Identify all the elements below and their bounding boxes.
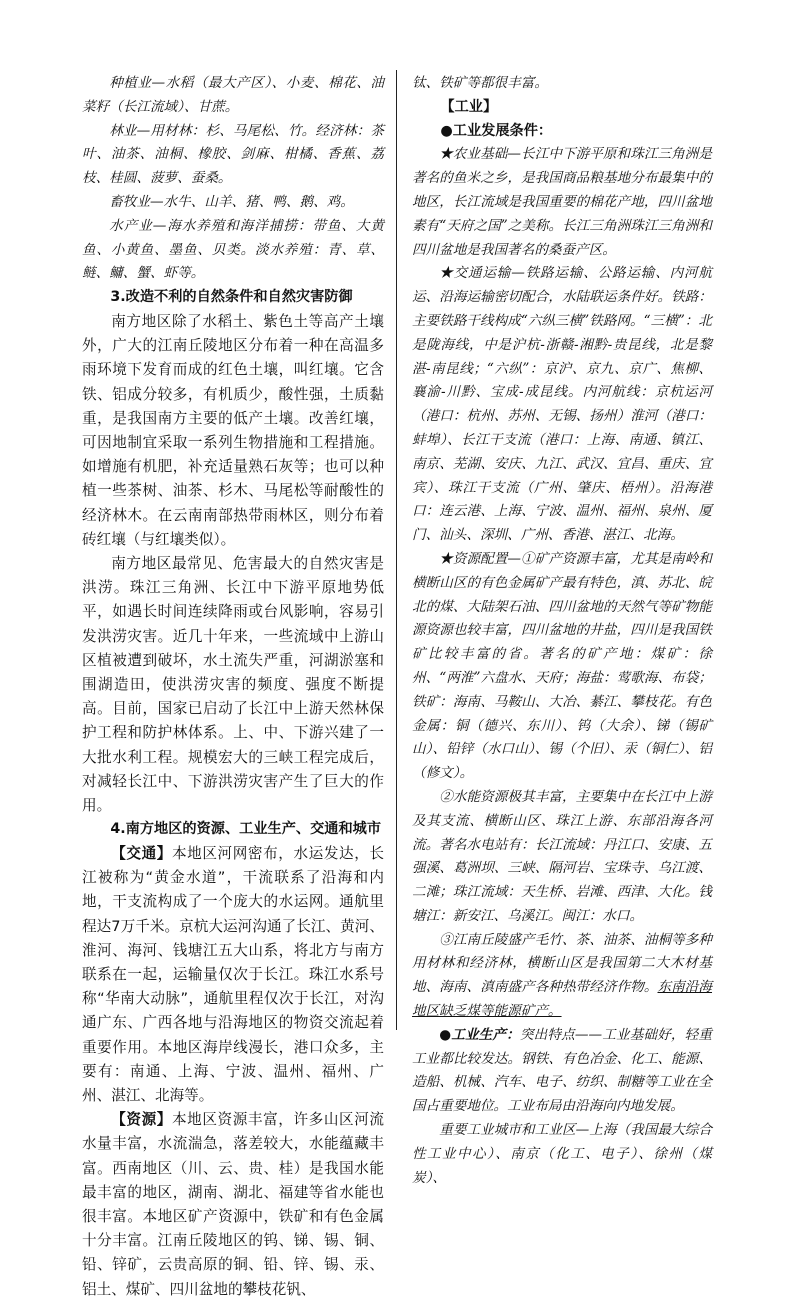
right-column bbox=[412, 72, 712, 1190]
paragraph-fishery: 水产业—海水养殖和海洋捕捞：带鱼、大黄鱼、小黄鱼、墨鱼、贝类。淡水养殖：青、草、鲢、鳙、蟹、虾等。 bbox=[82, 217, 384, 282]
paragraph-production bbox=[412, 1024, 712, 1119]
resource-text: 本地区资源丰富，许多山区河流水量丰富，水流湍急，落差较大，水能蕴藏丰富。西南地区（川、云、贵、桂）是我国水能最丰富的地区，湖南、湖北、福建等省水能也很丰富。本地区矿产资源中，铁矿和有色金属十分丰富。江南丘陵地区的钨、锑、锡、铜、铅、锌矿，云贵高原的铜、铅、锌、锡、汞、铝土、煤矿、四川盆地的攀枝花钒、 bbox=[82, 1111, 384, 1298]
left-column bbox=[82, 72, 384, 1302]
paragraph-cities: 重要工业城市和工业区—上海（我国最大综合性工业中心）、南京（化工、电子）、徐州（煤炭）、 bbox=[412, 1122, 712, 1186]
paragraph-transport: ★交通运输—铁路运输、公路运输、内河航运、沿海运输密切配合，水陆联运条件好。铁路：主要铁路干线构成“六纵三横”铁路网。“三横”：北是陇海线，中是沪杭-浙赣-湘黔-贵昆线，北是黎湛-南昆线；“六纵”：京沪、京九、京广、焦柳、襄渝-川黔、宝成-成昆线。内河航线：京杭运河（港口：杭州、苏州、无锡、扬州）淮河（港口：蚌埠）、长江干支流（港口：上海、南通、镇江、南京、芜湖、安庆、九江、武汉、宜昌、重庆、宜宾）、珠江干支流（广州、肇庆、梧州）。沿海港口：连云港、上海、宁波、温州、福州、泉州、厦门、汕头、深圳、广州、香港、湛江、北海。 bbox=[412, 265, 712, 544]
traffic-text: 本地区河网密布，水运发达，长江被称为“黄金水道”，干流联系了沿海和内地，干支流构成了一个庞大的水运网。通航里程达7万千米。京杭大运河沟通了长江、黄河、淮河、海河、钱塘江五大山系，将北方与南方联系在一起，运输量仅次于长江。珠江水系号称“华南大动脉”，通航里程仅次于长江，对沟通广东、广西各地与沿海地区的物资交流起着重要作用。本地区海岸线漫长，港口众多，主要有：南通、上海、宁波、温州、福州、广州、湛江、北海等。 bbox=[82, 845, 384, 1105]
traffic-tag: 【交通】 bbox=[111, 845, 172, 863]
forest-text: ③江南丘陵盛产毛竹、茶、油茶、油桐等多种用材林和经济林，横断山区是我国第二大木材基地、海南、滇南盛产各种热带经济作物。 bbox=[412, 931, 712, 996]
paragraph-forestry: 林业—用材林：杉、马尾松、竹。经济林：茶叶、油茶、油桐、橡胶、剑麻、柑橘、香蕉、荔枝、桂圆、菠萝、蚕桑。 bbox=[82, 122, 384, 187]
paragraph-continuation: 钛、铁矿等都很丰富。 bbox=[412, 75, 548, 91]
paragraph-livestock: 畜牧业—水牛、山羊、猪、鸭、鹅、鸡。 bbox=[109, 193, 354, 210]
paragraph-hydro: ②水能资源极其丰富，主要集中在长江中上游及其支流、横断山区、珠江上游、东部沿海各河流。著名水电站有：长江流域：丹江口、安康、五强溪、葛洲坝、三峡、隔河岩、宝珠寺、乌江渡、二滩；珠江流域：天生桥、岩滩、西津、大化。钱塘江：新安江、乌溪江。闽江：水口。 bbox=[412, 788, 712, 924]
paragraph-mineral: ★资源配置—①矿产资源丰富，尤其是南岭和横断山区的有色金属矿产最有特色，滇、苏北、皖北的煤、大陆架石油、四川盆地的天然气等矿物能源资源也较丰富，四川盆地的井盐，四川是我国铁矿比较丰富的省。著名的矿产地：煤矿：徐州、“两淮”六盘水、天府；海盐：莺歌海、布袋；铁矿：海南、马鞍山、大冶、綦江、攀枝花。有色金属：铜（德兴、东川）、钨（大余）、锑（锡矿山）、铅锌（水口山）、锡（个旧）、汞（铜仁）、铝（修文）。 bbox=[412, 550, 712, 782]
paragraph-traffic bbox=[82, 842, 384, 1108]
paragraph-forest-resource bbox=[412, 929, 712, 1024]
production-heading: ●工业生产： bbox=[439, 1026, 520, 1043]
section-heading-4: 4.南方地区的资源、工业生产、交通和城市 bbox=[110, 821, 382, 838]
paragraph-flood: 南方地区最常见、危害最大的自然灾害是洪涝。珠江三角洲、长江中下游平原地势低平，如遇长时间连续降雨或台风影响，容易引发洪涝灾害。近几十年来，一些流域中上游山区植被遭到破坏，水土流失严重，河湖淤塞和围湖造田，使洪涝灾害的频度、强度不断提高。目前，国家已启动了长江中上游天然林保护工程和防护林体系。上、中、下游兴建了一大批水利工程。规模宏大的三峡工程完成后，对减轻长江中、下游洪涝灾害产生了巨大的作用。 bbox=[82, 555, 384, 815]
paragraph-agri-base: ★农业基础—长江中下游平原和珠江三角洲是著名的鱼米之乡，是我国商品粮基地分布最集中的地区，长江流域是我国重要的棉花产地，四川盆地素有“天府之国”之美称。长江三角洲珠江三角洲和四川盆地是我国著名的桑蚕产区。 bbox=[412, 146, 712, 258]
production-text: 突出特点——工业基础好，轻重工业都比较发达。钢铁、有色冶金、化工、能源、造船、机械、汽车、电子、纺织、制糖等工业在全国占重要地位。工业布局由沿海向内地发展。 bbox=[412, 1026, 712, 1115]
energy-lack-text: 东南沿海地区缺乏煤等能源矿产。 bbox=[412, 979, 713, 1020]
paragraph-planting: 种植业—水稻（最大产区）、小麦、棉花、油菜籽（长江流域）、甘蔗。 bbox=[82, 75, 384, 115]
section-heading-3: 3.改造不利的自然条件和自然灾害防御 bbox=[110, 289, 353, 306]
resource-tag: 【资源】 bbox=[111, 1111, 172, 1129]
industry-heading: 【工业】 bbox=[440, 98, 498, 115]
paragraph-red-soil: 南方地区除了水稻土、紫色土等高产土壤外，广大的江南丘陵地区分布着一种在高温多雨环境下发育而成的红色土壤，叫红壤。它含铁、铝成分较多，有机质少，酸性强，土质黏重，是我国南方主要的低产土壤。改善红壤，可因地制宜采取一系列生物措施和工程措施。如增施有机肥，补充适量熟石灰等；也可以种植一些茶树、油茶、杉木、马尾松等耐酸性的经济林木。在云南南部热带雨林区，则分布着砖红壤（与红壤类似）。 bbox=[82, 312, 384, 548]
paragraph-resource bbox=[82, 1108, 384, 1302]
industry-conditions-heading: ●工业发展条件： bbox=[440, 122, 553, 139]
column-divider bbox=[396, 70, 397, 1030]
